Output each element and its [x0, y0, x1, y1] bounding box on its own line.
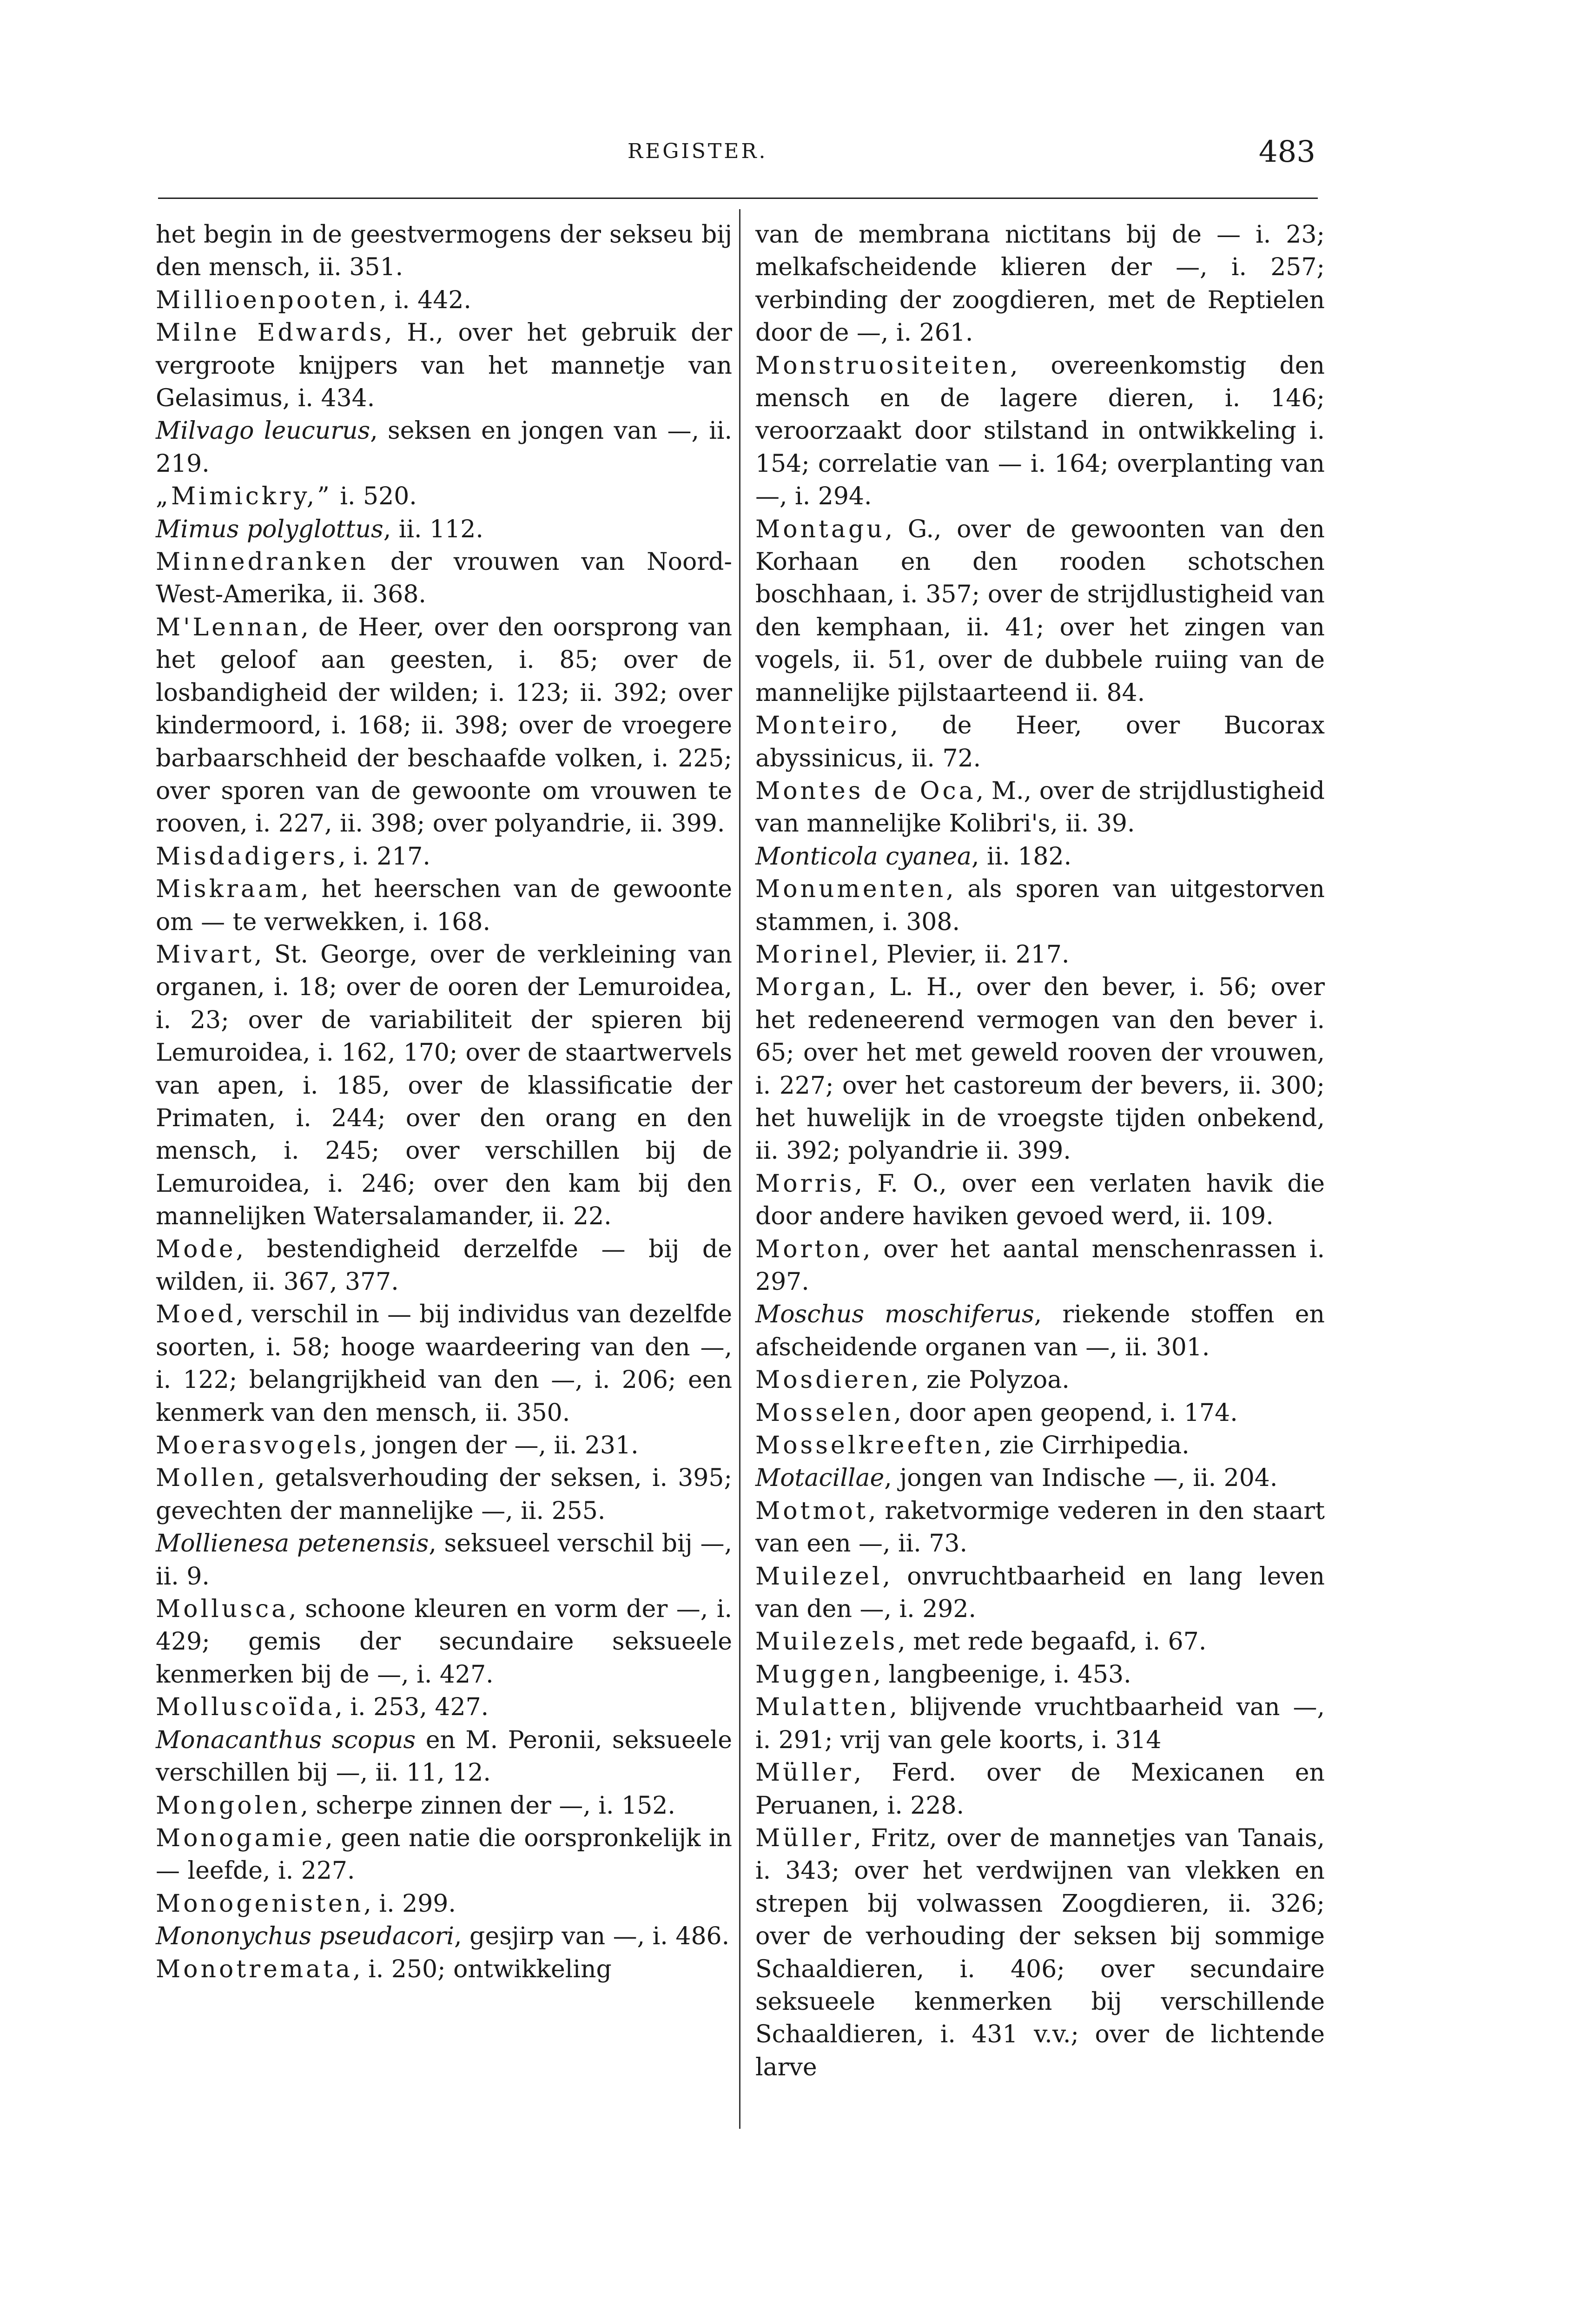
index-entry [156, 840, 732, 873]
index-text: , over het aantal menschenrassen i. 297. [755, 1235, 1325, 1296]
index-term: Milvago leucurus [156, 417, 370, 445]
index-text: , i. 253, 427. [335, 1693, 489, 1722]
index-term: Montes de Oca [755, 777, 976, 805]
index-text: , G., over de gewoonten van den Korhaan en den rooden schotschen boschhaan, i. 357; over de strijdlustigheid van den kemphaan, ii. 41; over het zingen van vogels, ii. 51, over de dubbele ruiing van de mannelijke pijlstaarteend ii. 84. [755, 515, 1325, 707]
index-term: Miskraam [156, 875, 301, 904]
index-entry [156, 480, 732, 513]
index-entry [156, 1888, 732, 1920]
index-text: , i. 250; ontwikkeling [353, 1955, 612, 1983]
index-text: , overeenkomstig den mensch en de lagere dieren, i. 146; veroorzaakt door stilstand in ontwikkeling i. 154; correlatie van — i. 164; overplanting van —, i. 294. [755, 351, 1325, 511]
index-entry [156, 546, 732, 611]
index-term: Mode [156, 1235, 236, 1263]
index-text: , Fritz, over de mannetjes van Tanais, i. 343; over het verdwijnen van vlekken en strepen bij volwassen Zoogdieren, ii. 326; over de verhouding der seksen bij sommige Schaaldieren, i. 406; over secundaire seksueele kenmerken bij verschillende Schaaldieren, i. 431 v.v.; over de lichtende larve [755, 1824, 1325, 2081]
index-text: , F. O., over een verlaten havik die door andere haviken gevoed werd, ii. 109. [755, 1169, 1325, 1231]
index-text: , riekende stoffen en afscheidende organen van —, ii. 301. [755, 1301, 1325, 1361]
index-entry [755, 1233, 1325, 1299]
index-text: , raketvormige vederen in den staart van een —, ii. 73. [755, 1497, 1325, 1558]
index-entry [755, 1658, 1325, 1691]
index-text: , het heerschen van de gewoonte om — te verwekken, i. 168. [156, 875, 732, 936]
index-text: , seksen en jongen van —, ii. 219. [156, 417, 732, 478]
index-text: , bestendigheid derzelfde — bij de wilden, ii. 367, 377. [156, 1235, 732, 1296]
index-entry [755, 1822, 1325, 2084]
index-entry [156, 284, 732, 317]
page-number: 483 [1258, 135, 1315, 169]
index-text: , i. 299. [364, 1889, 456, 1918]
index-text: , met rede begaafd, i. 67. [898, 1628, 1207, 1656]
index-term: Muilezels [755, 1628, 898, 1656]
column-divider [739, 209, 740, 2129]
index-term: Mollen [156, 1464, 258, 1492]
index-text: , langbeenige, i. 453. [873, 1660, 1131, 1689]
index-entry [156, 1429, 732, 1462]
index-text: , jongen van Indische —, ii. 204. [884, 1464, 1278, 1492]
index-term: Müller [755, 1824, 854, 1852]
index-entry [755, 1168, 1325, 1233]
index-term: Misdadigers [156, 842, 338, 871]
index-text: , blijvende vruchtbaarheid van —, i. 291; vrij van gele koorts, i. 314 [755, 1693, 1325, 1754]
index-text: , i. 217. [338, 842, 430, 871]
index-term: Mimus polyglottus [156, 515, 383, 543]
index-entry [755, 938, 1325, 971]
index-text: , door apen geopend, i. 174. [893, 1399, 1238, 1427]
index-entry [755, 709, 1325, 775]
index-term: Mollusca [156, 1595, 289, 1624]
index-entry [755, 1397, 1325, 1429]
index-text: , geen natie die oorspronkelijk in — leefde, i. 227. [156, 1824, 732, 1885]
index-term: Muilezel [755, 1562, 883, 1591]
header-rule [158, 198, 1318, 199]
index-term: Mivart [156, 940, 255, 969]
index-entry [156, 415, 732, 480]
index-term: Mosselkreeften [755, 1432, 984, 1460]
index-entry [156, 1724, 732, 1789]
index-entry [755, 971, 1325, 1167]
index-entry [755, 513, 1325, 709]
index-entry [755, 1691, 1325, 1756]
index-entry [156, 218, 732, 284]
index-text: en M. Peronii, seksueele verschillen bij —, ii. 11, 12. [156, 1726, 733, 1787]
right-column [755, 218, 1325, 2084]
index-text: het begin in de geestvermogens der sekseu bij den mensch, ii. 351. [156, 221, 732, 282]
index-entry [156, 1298, 732, 1429]
index-entry [755, 1298, 1325, 1364]
index-text: , onvruchtbaarheid en lang leven van den —, i. 292. [755, 1562, 1325, 1624]
index-text: , ii. 112. [383, 515, 483, 543]
index-entry [156, 1789, 732, 1822]
index-entry [156, 873, 732, 938]
index-term: Moschus moschiferus [755, 1301, 1034, 1329]
index-term: Mosselen [755, 1399, 894, 1427]
index-entry [156, 317, 732, 415]
index-text: van de membrana nictitans bij de — i. 23; melkafscheidende klieren der —, i. 257; verbinding der zoogdieren, met de Reptielen door de —, i. 261. [755, 221, 1325, 347]
index-term: Mulatten [755, 1693, 890, 1722]
index-term: Moerasvogels [156, 1432, 359, 1460]
page-header [153, 135, 1315, 177]
index-text: , Ferd. over de Mexicanen en Peruanen, i. 228. [755, 1759, 1325, 1820]
index-term: Monogenisten [156, 1889, 364, 1918]
index-term: Morris [755, 1169, 855, 1198]
index-text: i. 520. [332, 482, 417, 511]
index-text: , de Heer, over Bucorax abyssinicus, ii. 72. [755, 712, 1325, 772]
index-term: Mosdieren [755, 1366, 912, 1394]
index-text: , scherpe zinnen der —, i. 152. [300, 1791, 675, 1820]
index-entry [755, 1462, 1325, 1494]
index-entry [755, 1495, 1325, 1560]
index-text: , verschil in — bij individus van dezelfde soorten, i. 58; hooge waardeering van den —, i. 122; belangrijkheid van den —, i. 206; een kenmerk van den mensch, ii. 350. [156, 1301, 732, 1427]
index-term: Milne Edwards [156, 319, 385, 347]
index-entry [156, 938, 732, 1233]
index-entry [156, 1920, 732, 1953]
index-entry [156, 1233, 732, 1299]
running-head: REGISTER. [628, 139, 768, 163]
index-text: , schoone kleuren en vorm der —, i. 429; gemis der secundaire seksueele kenmerken bij de —, i. 427. [156, 1595, 732, 1689]
index-term: Monstruositeiten [755, 351, 1011, 380]
index-entry [156, 1527, 732, 1593]
index-entry [755, 350, 1325, 513]
index-term: Minnedranken [156, 548, 369, 576]
index-term: Monogamie [156, 1824, 325, 1852]
index-entry [755, 1364, 1325, 1396]
index-term: Müller [755, 1759, 854, 1787]
index-term: Mollienesa petenensis [156, 1530, 429, 1558]
index-entry [156, 1691, 732, 1723]
index-text: , getalsverhouding der seksen, i. 395; gevechten der mannelijke —, ii. 255. [156, 1464, 732, 1525]
index-term: Morgan [755, 973, 869, 1002]
index-entry [156, 611, 732, 840]
index-term: Montagu [755, 515, 885, 543]
index-entry [156, 1953, 732, 1986]
index-text: , seksueel verschil bij —, ii. 9. [156, 1530, 732, 1591]
index-entry [755, 218, 1325, 350]
index-text: , i. 442. [379, 286, 471, 314]
index-entry [755, 1429, 1325, 1462]
index-text: , St. George, over de verkleining van organen, i. 18; over de ooren der Lemuroidea, i. 23; over de variabiliteit der spieren bij Lemuroidea, i. 162, 170; over de staartwervels van apen, i. 185, over de klassificatie der Primaten, i. 244; over den orang en den mensch, i. 245; over verschillen bij de Lemuroidea, i. 246; over den kam bij den mannelijken Watersalamander, ii. 22. [156, 940, 732, 1231]
index-term: Motacillae [755, 1464, 885, 1492]
index-text: , L. H., over den bever, i. 56; over het redeneerend vermogen van den bever i. 65; over het met geweld rooven der vrouwen, i. 227; over het castoreum der bevers, ii. 300; het huwelijk in de vroegste tijden onbekend, ii. 392; polyandrie ii. 399. [755, 973, 1325, 1165]
index-term: Molluscoïda [156, 1693, 335, 1722]
index-term: Millioenpooten [156, 286, 379, 314]
index-term: Muggen [755, 1660, 873, 1689]
index-text: , de Heer, over den oorsprong van het geloof aan geesten, i. 85; over de losbandigheid der wilden; i. 123; ii. 392; over kindermoord, i. 168; ii. 398; over de vroegere barbaarschheid der beschaafde volken, i. 225; over sporen van de gewoonte om vrouwen te rooven, i. 227, ii. 398; over polyandrie, ii. 399. [156, 613, 732, 838]
index-entry [755, 1625, 1325, 1658]
index-text: , als sporen van uitgestorven stammen, i. 308. [755, 875, 1325, 936]
index-term: Monticola cyanea [755, 842, 972, 871]
index-entry [156, 513, 732, 546]
index-text: , M., over de strijdlustigheid van mannelijke Kolibri's, ii. 39. [755, 777, 1325, 838]
index-text: der vrouwen van Noord-West-Amerika, ii. 368. [156, 548, 732, 609]
index-text: , ii. 182. [971, 842, 1072, 871]
index-text: , zie Polyzoa. [911, 1366, 1070, 1394]
index-term: Moed [156, 1301, 236, 1329]
left-column [156, 218, 732, 1986]
index-entry [755, 1756, 1325, 1822]
index-term: M'Lennan [156, 613, 301, 641]
index-text: , jongen der —, ii. 231. [359, 1432, 639, 1460]
index-text: , Plevier, ii. 217. [871, 940, 1070, 969]
index-entry [755, 840, 1325, 873]
index-entry [156, 1593, 732, 1691]
index-entry [755, 775, 1325, 840]
index-text: , gesjirp van —, i. 486. [454, 1922, 730, 1951]
index-term: Mongolen [156, 1791, 301, 1820]
index-term: Monacanthus scopus [156, 1726, 416, 1754]
index-entry [156, 1822, 732, 1888]
index-entry [755, 873, 1325, 938]
index-term: Monumenten [755, 875, 946, 904]
index-entry [156, 1462, 732, 1527]
index-entry [755, 1560, 1325, 1626]
index-term: Morinel [755, 940, 871, 969]
index-text: , zie Cirrhipedia. [984, 1432, 1190, 1460]
index-term: Monotremata [156, 1955, 353, 1983]
index-term: „Mimickry,” [156, 482, 332, 511]
index-term: Morton [755, 1235, 863, 1263]
index-term: Mononychus pseudacori [156, 1922, 454, 1951]
index-term: Monteiro [755, 712, 891, 740]
index-term: Motmot [755, 1497, 868, 1525]
index-text: , H., over het gebruik der vergroote knijpers van het mannetje van Gelasimus, i. 434. [156, 319, 733, 413]
